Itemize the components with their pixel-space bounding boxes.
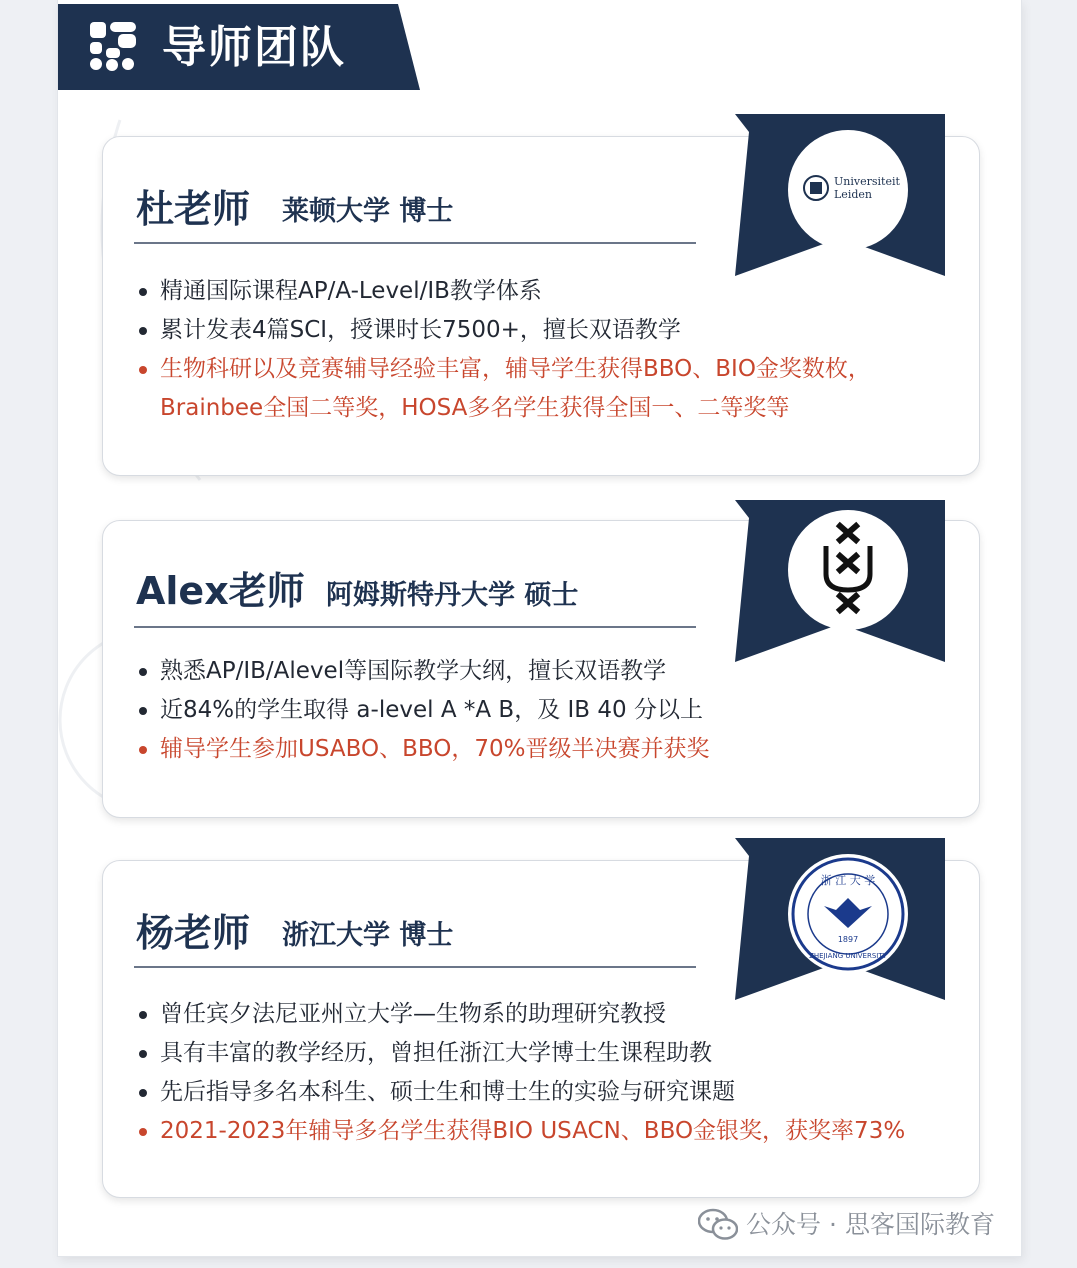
logo-text-line2: Leiden	[834, 188, 872, 201]
mentor-points	[136, 995, 956, 1151]
logo-top-text: 浙 江 大 学	[820, 874, 876, 887]
logo-text-line1: Universiteit	[834, 175, 900, 188]
list-item: 辅导学生参加USABO、BBO，70%晋级半决赛并获奖	[136, 730, 956, 769]
mentor-name: 杨老师	[136, 911, 251, 955]
mentor-school: 浙江大学 博士	[282, 920, 454, 951]
footer-separator: ·	[829, 1210, 837, 1239]
section-title: 导师团队	[162, 22, 346, 73]
wechat-icon	[698, 1208, 738, 1242]
university-of-amsterdam-logo	[788, 510, 908, 630]
list-item: 累计发表4篇SCI，授课时长7500+，擅长双语教学	[136, 311, 956, 350]
footer-label: 公众号	[746, 1210, 822, 1239]
mentor-school: 莱顿大学 博士	[282, 196, 454, 227]
mentor-school: 阿姆斯特丹大学 硕士	[326, 580, 579, 611]
mentor-points	[136, 652, 956, 769]
leiden-university-logo	[788, 130, 908, 250]
list-item: 熟悉AP/IB/Alevel等国际教学大纲，擅长双语教学	[136, 652, 956, 691]
zhejiang-university-logo	[788, 854, 908, 974]
list-item: 近84%的学生取得 a-level A *A B，及 IB 40 分以上	[136, 691, 956, 730]
logo-year: 1897	[837, 935, 859, 944]
list-item-continued: Brainbee全国二等奖，HOSA多名学生获得全国一、二等奖等	[160, 395, 790, 421]
footer-account[interactable]: 思客国际教育	[844, 1210, 995, 1239]
mentor-name: Alex老师	[136, 569, 305, 613]
brand-mark-icon	[88, 20, 138, 72]
list-item: 2021-2023年辅导多名学生获得BIO USACN、BBO金银奖，获奖率73%	[136, 1112, 956, 1151]
list-item: 具有丰富的教学经历，曾担任浙江大学博士生课程助教	[136, 1034, 956, 1073]
divider	[134, 626, 696, 628]
divider	[134, 242, 696, 244]
list-item: 先后指导多名本科生、硕士生和博士生的实验与研究课题	[136, 1073, 956, 1112]
list-item: 曾任宾夕法尼亚州立大学—生物系的助理研究教授	[136, 995, 956, 1034]
list-item: 精通国际课程AP/A-Level/IB教学体系	[136, 272, 956, 311]
divider	[134, 966, 696, 968]
footer-watermark	[698, 1205, 995, 1245]
mentor-name: 杜老师	[136, 187, 251, 231]
logo-bottom-text: ZHEJIANG UNIVERSITY	[809, 952, 887, 960]
list-item: 生物科研以及竞赛辅导经验丰富，辅导学生获得BBO、BIO金奖数枚，	[136, 350, 956, 389]
mentor-points	[136, 272, 956, 428]
